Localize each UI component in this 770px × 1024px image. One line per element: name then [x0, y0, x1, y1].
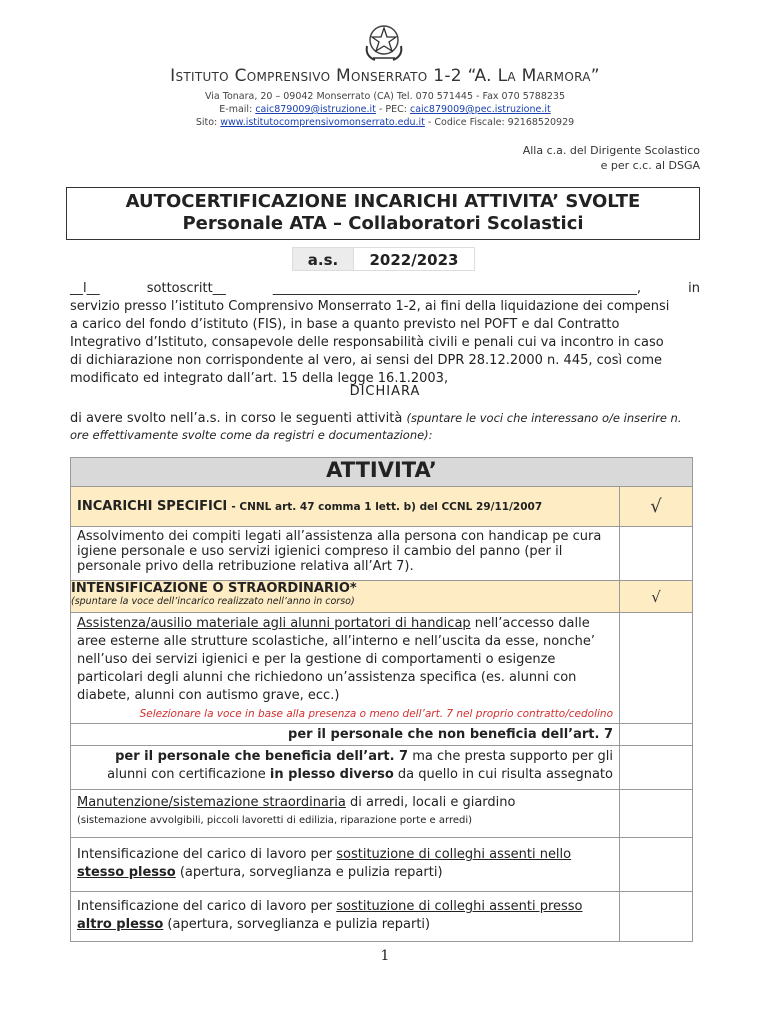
same-building-checkbox[interactable]: [620, 838, 693, 892]
school-name: Istituto Comprensivo Monserrato 1-2 “A. La Marmora”: [170, 66, 600, 86]
page-number: 1: [380, 948, 390, 964]
maintenance-description: Manutenzione/sistemazione straordinaria di arredi, locali e giardino (sistemazione avvolgibili, piccoli lavoretti di edilizia, riparazione porte e arredi): [71, 790, 620, 838]
table-header: ATTIVITA’: [71, 458, 693, 487]
school-year: a.s. 2022/2023: [292, 247, 475, 271]
specific-task-checkbox[interactable]: [620, 527, 693, 581]
specific-tasks-check[interactable]: √: [620, 487, 693, 527]
school-address: Via Tonara, 20 – 09042 Monserrato (CA) Tel. 070 571445 - Fax 070 5788235: [204, 91, 566, 102]
intensification-check[interactable]: √: [620, 581, 693, 613]
declaration-first-line: __l__ sottoscritt__ ________________________________________________________, in: [70, 281, 700, 296]
site-link[interactable]: www.istitutocomprensivomonserrato.edu.it: [220, 117, 425, 128]
other-building-substitution: Intensificazione del carico di lavoro per sostituzione di colleghi assenti presso altro plesso (apertura, sorveglianza e pulizia reparti): [71, 892, 620, 942]
same-building-substitution: Intensificazione del carico di lavoro per sostituzione di colleghi assenti nello stesso plesso (apertura, sorveglianza e pulizia reparti): [71, 838, 620, 892]
specific-task-description: Assolvimento dei compiti legati all’assistenza alla persona con handicap pe cura igiene personale e uso servizi igienici compreso il cambio del panno (per il personale privo della retribuzione relativa all’Art 7).: [71, 527, 620, 581]
school-site: Sito: www.istitutocomprensivomonserrato.edu.it - Codice Fiscale: 92168520929: [195, 117, 575, 128]
dichiara-heading: DICHIARA: [349, 384, 421, 399]
document-title: AUTOCERTIFICAZIONE INCARICHI ATTIVITA’ SVOLTE Personale ATA – Collaboratori Scolastici: [66, 187, 700, 240]
activities-table: [70, 457, 693, 942]
recipient: Alla c.a. del Dirigente Scolastico e per c.c. al DSGA: [522, 144, 700, 172]
maintenance-checkbox[interactable]: [620, 790, 693, 838]
pec-link[interactable]: caic879009@pec.istruzione.it: [410, 104, 551, 115]
art7-checkbox[interactable]: [620, 746, 693, 790]
no-art7-option: per il personale che non beneficia dell’art. 7: [71, 724, 620, 746]
assistance-checkbox[interactable]: [620, 613, 693, 724]
intensification-title: INTENSIFICAZIONE O STRAORDINARIO* (spuntare la voce dell’incarico realizzato nell’anno in corso): [71, 581, 620, 613]
other-building-checkbox[interactable]: [620, 892, 693, 942]
declaration-text: __l__ sottoscritt__ ________________________________________________________, in servizio presso l’istituto Comprensivo Monserrato 1-2, ai fini della liquidazione dei compensi a carico del fondo d’istituto (FIS), in base a quanto previsto nel POFT e dal Contratto Integrativo d’Istituto, consapevole delle responsabilità civili e penali cui va incontro in caso di dichiarazione non corrispondente al vero, ai sensi del DPR 28.12.2000 n. 445, così come modificato ed integrato dall’art. 15 della legge 16.1.2003,: [70, 281, 700, 386]
school-contacts: E-mail: caic879009@istruzione.it - PEC: caic879009@pec.istruzione.it: [219, 104, 551, 115]
art7-option: per il personale che beneficia dell’art. 7 ma che presta supporto per gli alunni con certificazione in plesso diverso da quello in cui risulta assegnato: [71, 746, 620, 790]
assistance-description: Assistenza/ausilio materiale agli alunni portatori di handicap nell’accesso dalle aree esterne alle strutture scolastiche, all’interno e nell’uscita da esse, nonche’ nell’uso dei servizi igienici e per la gestione di comportamenti o esigenze particolari degli alunni che richiedono un’assistenza specifica (es. alunni con diabete, alunni con autismo grave, ecc.) Selezionare la voce in base alla presenza o meno dell’art. 7 nel proprio contratto/cedolino: [71, 613, 620, 724]
intro-text: di avere svolto nell’a.s. in corso le seguenti attività (spuntare le voci che interessano o/e inserire n. ore effettivamente svolte come da registri e documentazione):: [70, 411, 682, 442]
email-link[interactable]: caic879009@istruzione.it: [255, 104, 376, 115]
italian-republic-emblem-icon: [361, 20, 407, 62]
specific-tasks-title: INCARICHI SPECIFICI - CNNL art. 47 comma 1 lett. b) del CCNL 29/11/2007: [71, 487, 620, 527]
no-art7-checkbox[interactable]: [620, 724, 693, 746]
